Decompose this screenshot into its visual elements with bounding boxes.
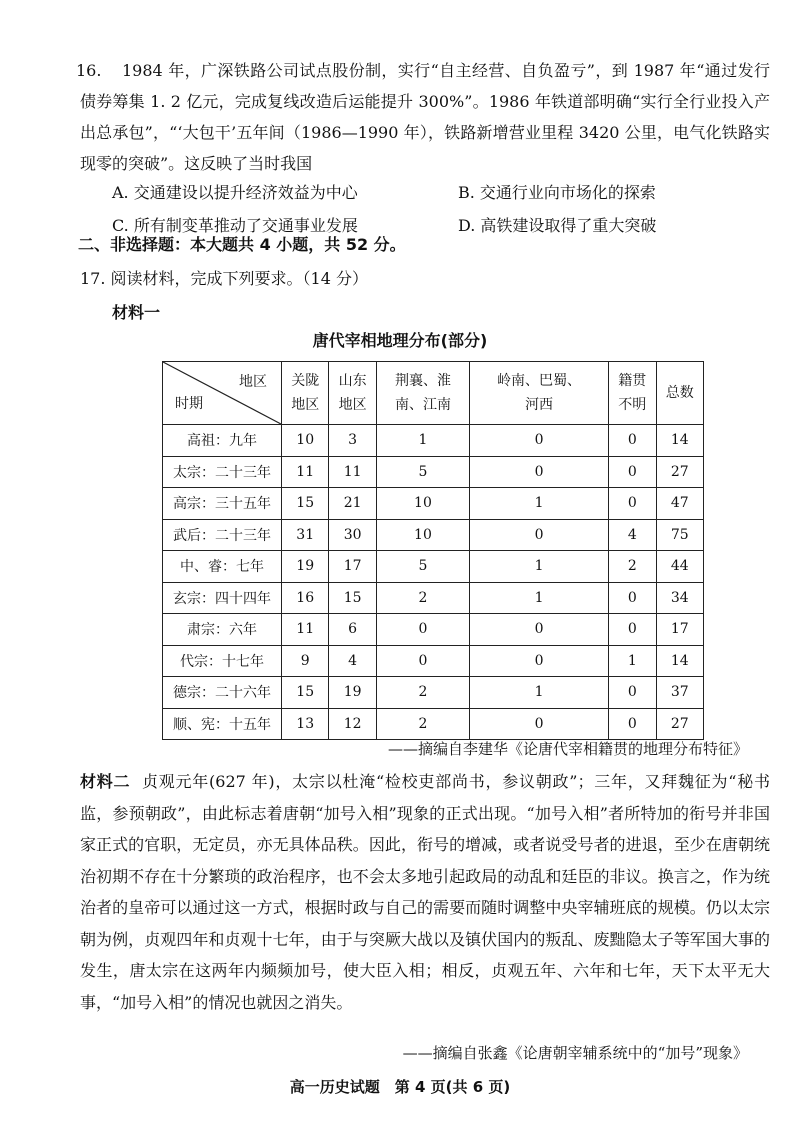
- period-cell: 玄宗：四十四年: [163, 582, 282, 614]
- column-header-line: 不明: [618, 397, 647, 413]
- chancellor-distribution-table: [162, 361, 704, 740]
- count-cell: 5: [376, 456, 469, 488]
- count-cell: 10: [282, 425, 329, 457]
- count-cell: 0: [376, 645, 469, 677]
- column-header: [329, 362, 376, 425]
- column-header-line: 关陇: [291, 373, 320, 389]
- material-2: [80, 766, 770, 1018]
- period-cell: 顺、宪：十五年: [163, 708, 282, 740]
- count-cell: 11: [282, 456, 329, 488]
- material-1-label: 材料一: [112, 303, 161, 322]
- column-header-line: 总数: [665, 385, 694, 401]
- option-a: A. 交通建设以提升经济效益为中心: [112, 183, 358, 202]
- count-cell: 0: [470, 614, 609, 646]
- count-cell: 1: [470, 551, 609, 583]
- question-16-stem: 1984 年，广深铁路公司试点股份制，实行“自主经营、自负盈亏”，到 1987 年“通过发行债券筹集 1. 2 亿元，完成复线改造后运能提升 300%”。1986 年铁道部明确“实行全行业投入产出总承包”，“‘大包干’五年间（1986—1990 年），铁路新增营业里程 3420 公里，电气化铁路实现零的突破”。这反映了当时我国: [80, 61, 770, 173]
- column-header: [656, 362, 704, 425]
- source-2: ——摘编自张鑫《论唐朝宰辅系统中的“加号”现象》: [402, 1044, 748, 1062]
- column-header-line: 籍贯: [618, 373, 647, 389]
- period-cell: 高宗：三十五年: [163, 488, 282, 520]
- count-cell: 13: [282, 708, 329, 740]
- count-cell: 47: [656, 488, 704, 520]
- period-cell: 代宗：十七年: [163, 645, 282, 677]
- count-cell: 2: [376, 582, 469, 614]
- count-cell: 14: [656, 425, 704, 457]
- count-cell: 16: [282, 582, 329, 614]
- count-cell: 17: [656, 614, 704, 646]
- table-row: [163, 708, 704, 740]
- column-header: [609, 362, 656, 425]
- period-cell: 中、睿：七年: [163, 551, 282, 583]
- table-body: [163, 425, 704, 740]
- count-cell: 6: [329, 614, 376, 646]
- table-row: [163, 519, 704, 551]
- count-cell: 0: [609, 677, 656, 709]
- count-cell: 1: [470, 582, 609, 614]
- count-cell: 0: [609, 708, 656, 740]
- column-header-line: 地区: [291, 397, 320, 413]
- period-cell: 德宗：二十六年: [163, 677, 282, 709]
- column-header-line: 山东: [338, 373, 367, 389]
- count-cell: 0: [470, 519, 609, 551]
- count-cell: 0: [376, 614, 469, 646]
- count-cell: 0: [609, 614, 656, 646]
- count-cell: 2: [609, 551, 656, 583]
- section-2-heading: 二、非选择题：本大题共 4 小题，共 52 分。: [78, 235, 406, 254]
- count-cell: 21: [329, 488, 376, 520]
- count-cell: 17: [329, 551, 376, 583]
- count-cell: 0: [470, 645, 609, 677]
- table-row: [163, 677, 704, 709]
- count-cell: 14: [656, 645, 704, 677]
- table-row: [163, 614, 704, 646]
- count-cell: 11: [282, 614, 329, 646]
- count-cell: 9: [282, 645, 329, 677]
- count-cell: 34: [656, 582, 704, 614]
- count-cell: 37: [656, 677, 704, 709]
- option-c: C. 所有制变革推动了交通事业发展: [112, 216, 358, 235]
- count-cell: 15: [282, 488, 329, 520]
- table-row: [163, 425, 704, 457]
- count-cell: 2: [376, 708, 469, 740]
- option-d: D. 高铁建设取得了重大突破: [458, 216, 657, 235]
- table-row: [163, 488, 704, 520]
- count-cell: 1: [376, 425, 469, 457]
- table-row: [163, 645, 704, 677]
- period-cell: 太宗：二十三年: [163, 456, 282, 488]
- table-corner-cell: [163, 362, 282, 425]
- count-cell: 19: [329, 677, 376, 709]
- corner-region-label: 地区: [239, 374, 267, 390]
- count-cell: 11: [329, 456, 376, 488]
- column-header-line: 地区: [338, 397, 367, 413]
- count-cell: 12: [329, 708, 376, 740]
- count-cell: 15: [329, 582, 376, 614]
- table-row: [163, 551, 704, 583]
- page-footer: 高一历史试题 第 4 页(共 6 页): [289, 1078, 511, 1096]
- count-cell: 2: [376, 677, 469, 709]
- column-header: [376, 362, 469, 425]
- count-cell: 27: [656, 708, 704, 740]
- count-cell: 75: [656, 519, 704, 551]
- count-cell: 44: [656, 551, 704, 583]
- count-cell: 1: [470, 488, 609, 520]
- material-2-text: 贞观元年(627 年)，太宗以杜淹“检校吏部尚书，参议朝政”；三年，又拜魏征为“秘书监，参预朝政”，由此标志着唐朝“加号入相”现象的正式出现。“加号入相”者所特加的衔号并非国家正式的官职，无定员，亦无具体品秩。因此，衔号的增减，或者说受号者的进退，至少在唐朝统治初期不存在十分繁琐的政治程序，也不会太多地引起政局的动乱和廷臣的非议。换言之，作为统治者的皇帝可以通过这一方式，根据时政与自己的需要而随时调整中央宰辅班底的规模。仍以太宗朝为例，贞观四年和贞观十七年，由于与突厥大战以及镇伏国内的叛乱、废黜隐太子等军国大事的发生，唐太宗在这两年内频频加号，使大臣入相；相反，贞观五年、六年和七年，天下太平无大事，“加号入相”的情况也就因之消失。: [80, 772, 770, 1012]
- count-cell: 0: [609, 488, 656, 520]
- count-cell: 0: [609, 456, 656, 488]
- count-cell: 5: [376, 551, 469, 583]
- table-header-row: [163, 362, 704, 425]
- count-cell: 15: [282, 677, 329, 709]
- count-cell: 31: [282, 519, 329, 551]
- count-cell: 10: [376, 488, 469, 520]
- corner-period-label: 时期: [175, 396, 203, 412]
- count-cell: 0: [470, 708, 609, 740]
- column-header: [282, 362, 329, 425]
- column-header-line: 河西: [525, 397, 554, 413]
- question-17-prompt: 17. 阅读材料，完成下列要求。（14 分）: [80, 269, 368, 288]
- table-row: [163, 456, 704, 488]
- column-header: [470, 362, 609, 425]
- count-cell: 10: [376, 519, 469, 551]
- count-cell: 0: [470, 456, 609, 488]
- count-cell: 4: [329, 645, 376, 677]
- column-header-line: 荆襄、淮: [394, 373, 451, 389]
- source-1: ——摘编自李建华《论唐代宰相籍贯的地理分布特征》: [387, 740, 748, 758]
- count-cell: 19: [282, 551, 329, 583]
- column-header-line: 岭南、巴蜀、: [497, 373, 582, 389]
- count-cell: 3: [329, 425, 376, 457]
- table-row: [163, 582, 704, 614]
- count-cell: 0: [609, 582, 656, 614]
- question-16: [76, 55, 770, 179]
- count-cell: 0: [470, 425, 609, 457]
- period-cell: 高祖：九年: [163, 425, 282, 457]
- count-cell: 27: [656, 456, 704, 488]
- count-cell: 1: [609, 645, 656, 677]
- count-cell: 1: [470, 677, 609, 709]
- material-2-label: 材料二: [80, 772, 131, 791]
- column-header-line: 南、江南: [394, 397, 451, 413]
- count-cell: 0: [609, 425, 656, 457]
- count-cell: 30: [329, 519, 376, 551]
- question-16-number: 16.: [76, 61, 102, 80]
- count-cell: 4: [609, 519, 656, 551]
- period-cell: 肃宗：六年: [163, 614, 282, 646]
- table-title: 唐代宰相地理分布(部分): [312, 331, 488, 350]
- period-cell: 武后：二十三年: [163, 519, 282, 551]
- option-b: B. 交通行业向市场化的探索: [458, 183, 656, 202]
